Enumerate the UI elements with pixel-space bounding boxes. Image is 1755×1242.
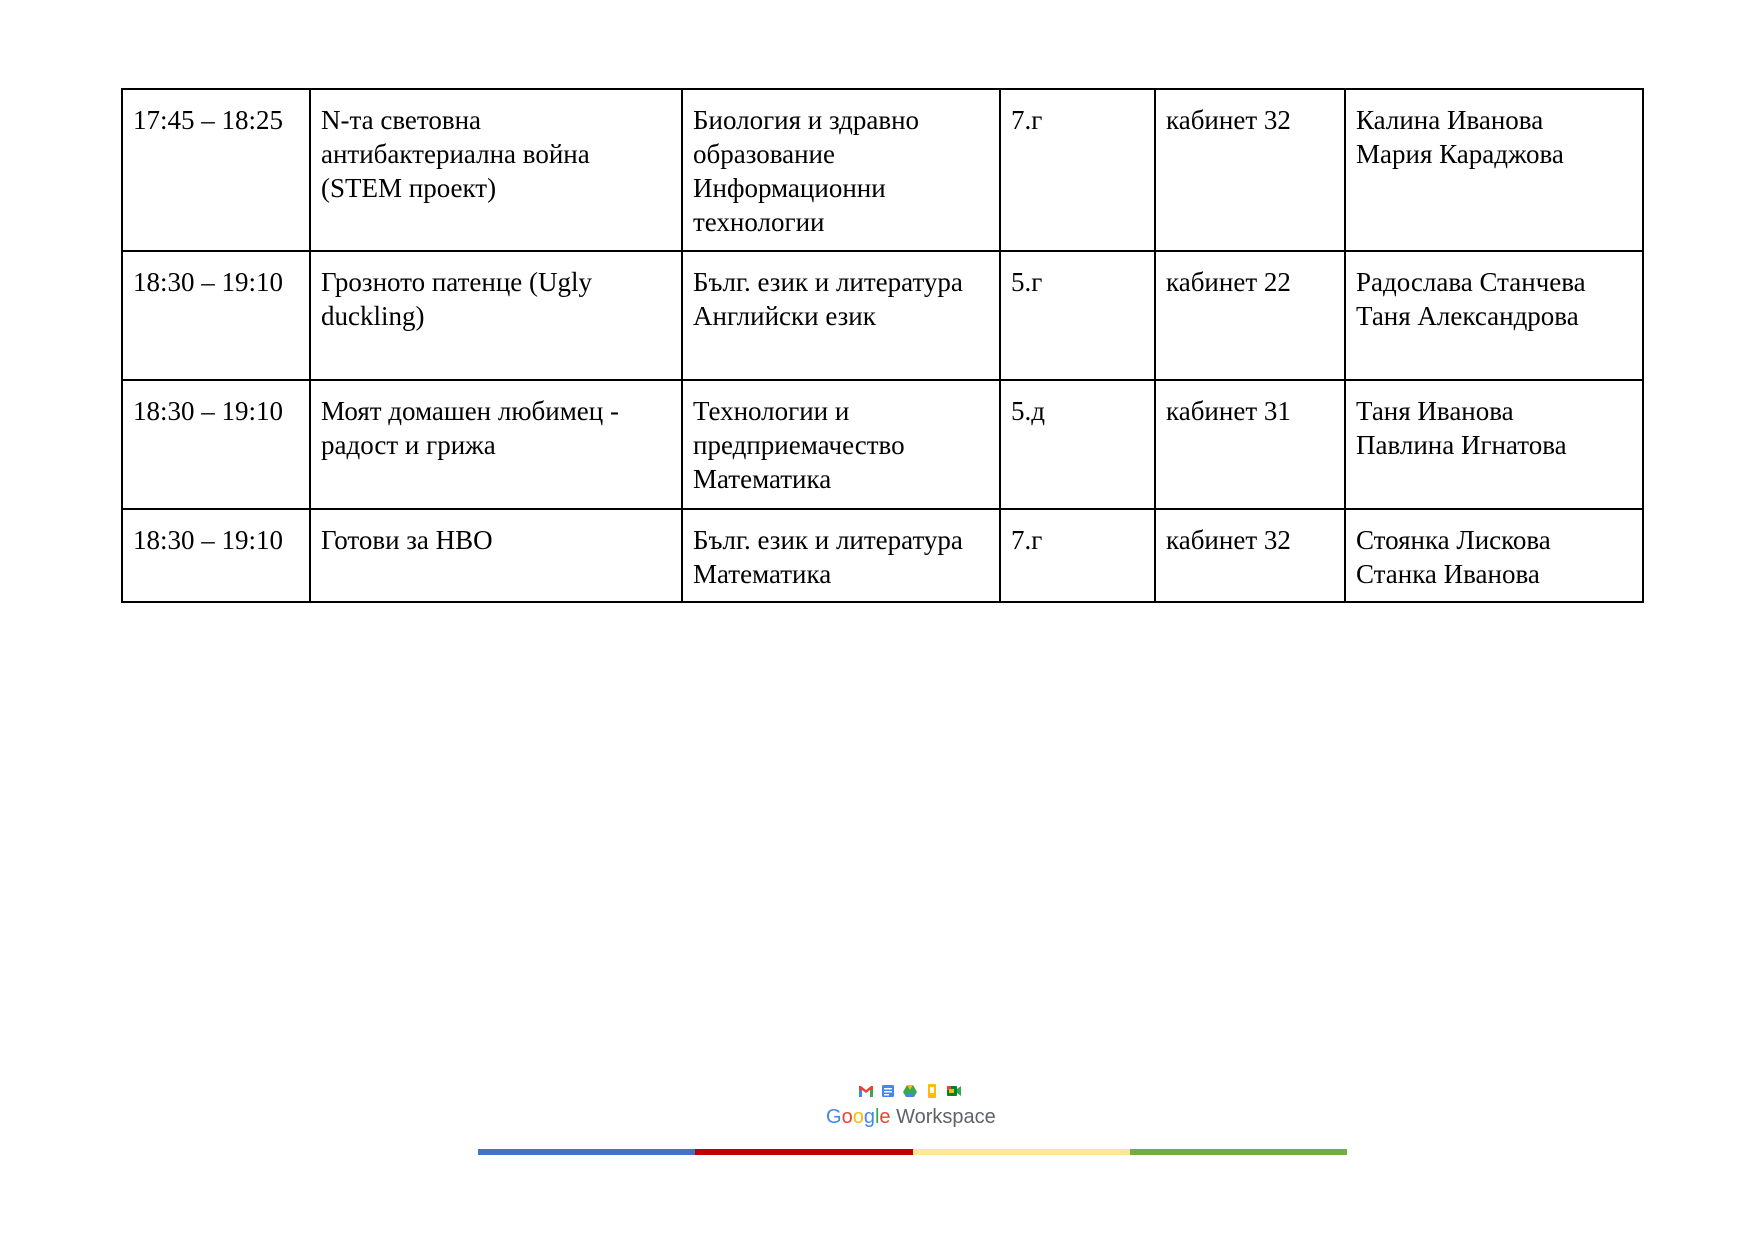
teachers-cell: Таня Иванова Павлина Игнатова	[1345, 380, 1643, 509]
color-bar-segment	[1130, 1149, 1347, 1155]
time-cell: 17:45 – 18:25	[122, 89, 310, 251]
time-cell: 18:30 – 19:10	[122, 509, 310, 602]
docs-icon	[880, 1084, 896, 1098]
room-cell: кабинет 32	[1155, 89, 1345, 251]
room-cell: кабинет 32	[1155, 509, 1345, 602]
subjects-cell: Бълг. език и литература Английски език	[682, 251, 1000, 380]
table-row	[122, 251, 1643, 380]
title-cell: Грозното патенце (Ugly duckling)	[310, 251, 682, 380]
keep-icon	[924, 1084, 940, 1098]
brand-wordmark: Google Workspace	[826, 1106, 996, 1128]
drive-icon	[902, 1084, 918, 1098]
class-cell: 5.г	[1000, 251, 1155, 380]
time-cell: 18:30 – 19:10	[122, 380, 310, 509]
footer-color-bar	[478, 1149, 1347, 1155]
table-row	[122, 509, 1643, 602]
app-icons-row	[826, 1084, 994, 1100]
schedule-table	[121, 88, 1644, 603]
google-workspace-logo	[826, 1084, 994, 1134]
subjects-cell: Биология и здравно образование Информационни технологии	[682, 89, 1000, 251]
room-cell: кабинет 31	[1155, 380, 1345, 509]
title-cell: N-та световна антибактериална война (STEM проект)	[310, 89, 682, 251]
gmail-icon	[858, 1084, 874, 1098]
subjects-cell: Бълг. език и литература Математика	[682, 509, 1000, 602]
color-bar-segment	[478, 1149, 695, 1155]
title-cell: Моят домашен любимец - радост и грижа	[310, 380, 682, 509]
class-cell: 5.д	[1000, 380, 1155, 509]
class-cell: 7.г	[1000, 89, 1155, 251]
color-bar-segment	[695, 1149, 912, 1155]
meet-icon	[946, 1084, 962, 1098]
subjects-cell: Технологии и предприемачество Математика	[682, 380, 1000, 509]
teachers-cell: Стоянка Лискова Станка Иванова	[1345, 509, 1643, 602]
class-cell: 7.г	[1000, 509, 1155, 602]
teachers-cell: Радослава Станчева Таня Александрова	[1345, 251, 1643, 380]
time-cell: 18:30 – 19:10	[122, 251, 310, 380]
color-bar-segment	[913, 1149, 1130, 1155]
table-row	[122, 380, 1643, 509]
title-cell: Готови за НВО	[310, 509, 682, 602]
room-cell: кабинет 22	[1155, 251, 1345, 380]
table-row	[122, 89, 1643, 251]
teachers-cell: Калина Иванова Мария Караджова	[1345, 89, 1643, 251]
